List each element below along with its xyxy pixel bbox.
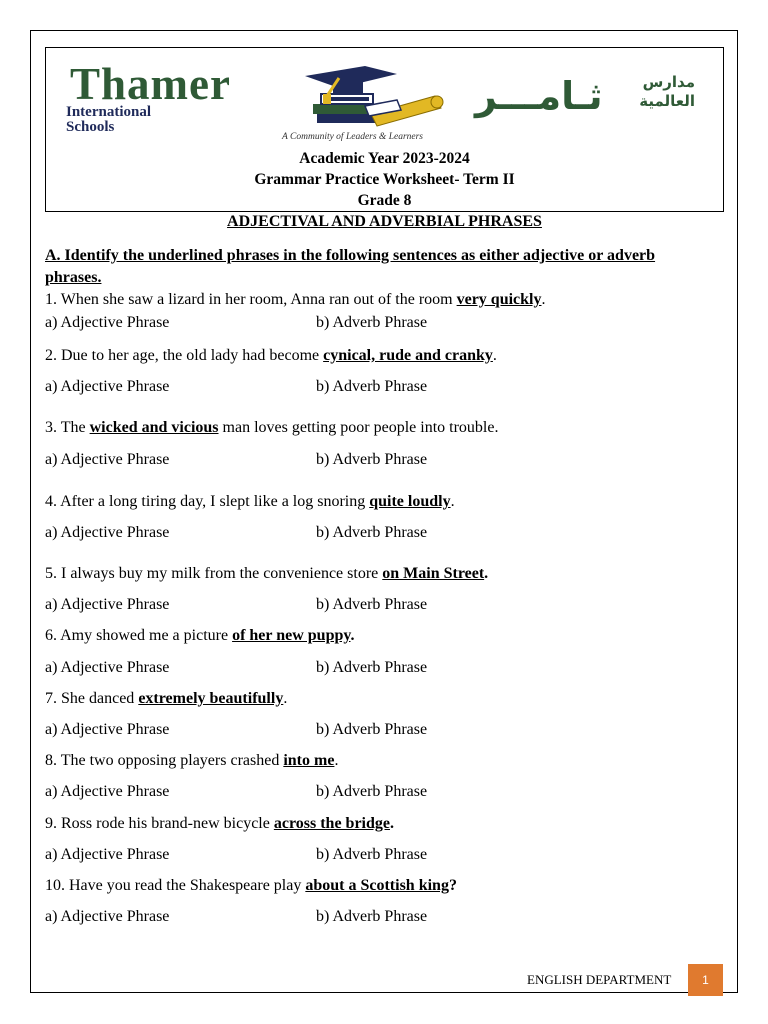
underlined-phrase: extremely beautifully: [138, 690, 284, 707]
option-b-q3[interactable]: b) Adverb Phrase: [316, 451, 428, 468]
option-a-q8[interactable]: a) Adjective Phrase: [45, 783, 170, 800]
option-b-q8[interactable]: b) Adverb Phrase: [316, 783, 428, 800]
graduation-cap-icon: [305, 66, 453, 134]
question-3: [45, 418, 498, 438]
question-text: 8. The two opposing players crashed: [45, 752, 284, 769]
question-text: 9. Ross rode his brand-new bicycle: [45, 815, 274, 832]
logo-arabic-name: ثـامـــر: [475, 74, 603, 118]
question-text: 2. Due to her age, the old lady had become: [45, 347, 324, 364]
question-5: [45, 564, 488, 584]
question-9: [45, 814, 394, 834]
option-b-q2[interactable]: b) Adverb Phrase: [316, 378, 428, 395]
question-7: [45, 689, 287, 709]
question-end: .: [389, 815, 394, 832]
option-a-q6[interactable]: a) Adjective Phrase: [45, 659, 170, 676]
option-b-q1[interactable]: b) Adverb Phrase: [316, 314, 428, 331]
question-2: [45, 346, 497, 366]
question-text: 5. I always buy my milk from the convenience store: [45, 565, 383, 582]
underlined-phrase: wicked and vicious: [89, 419, 219, 436]
question-6: [45, 626, 354, 646]
school-logo-english: [66, 59, 231, 135]
grade-label: Grade 8: [357, 192, 412, 209]
logo-tagline: A Community of Leaders & Learners: [282, 132, 424, 142]
logo-title: Thamer: [70, 59, 231, 109]
option-a-q2[interactable]: a) Adjective Phrase: [45, 378, 170, 395]
underlined-phrase: across the bridge: [273, 815, 390, 832]
logo-arabic-line2: العالمية: [639, 92, 695, 110]
option-b-q10[interactable]: b) Adverb Phrase: [316, 908, 428, 925]
underlined-phrase: of her new puppy: [232, 627, 351, 644]
option-b-q5[interactable]: b) Adverb Phrase: [316, 596, 428, 613]
option-b-q6[interactable]: b) Adverb Phrase: [316, 659, 428, 676]
question-1: [45, 290, 545, 310]
question-text: 10. Have you read the Shakespeare play: [45, 877, 306, 894]
academic-year: Academic Year 2023-2024: [299, 150, 470, 167]
option-a-q1[interactable]: a) Adjective Phrase: [45, 314, 170, 331]
underlined-phrase: into me: [283, 752, 335, 769]
logo-subtitle-international: International: [66, 104, 152, 120]
option-a-q7[interactable]: a) Adjective Phrase: [45, 721, 170, 738]
page-number-badge: 1: [688, 964, 723, 996]
question-text: 1. When she saw a lizard in her room, Anna ran out of the room: [45, 291, 457, 308]
option-a-q3[interactable]: a) Adjective Phrase: [45, 451, 170, 468]
option-b-q7[interactable]: b) Adverb Phrase: [316, 721, 428, 738]
question-4: [45, 492, 455, 512]
worksheet-title: Grammar Practice Worksheet- Term II: [254, 171, 515, 188]
option-a-q10[interactable]: a) Adjective Phrase: [45, 908, 170, 925]
question-10: [45, 876, 457, 896]
underlined-phrase: cynical, rude and cranky: [323, 347, 493, 364]
underlined-phrase: quite loudly: [369, 493, 451, 510]
underlined-phrase: about a Scottish king: [305, 877, 449, 894]
question-end: ?: [448, 877, 457, 894]
question-end: .: [484, 565, 489, 582]
question-text: 4. After a long tiring day, I slept like a log snoring: [45, 493, 370, 510]
logo-subtitle-schools: Schools: [66, 119, 115, 135]
school-logo-arabic: [475, 68, 695, 128]
option-a-q9[interactable]: a) Adjective Phrase: [45, 846, 170, 863]
underlined-phrase: on Main Street: [382, 565, 485, 582]
question-end: .: [350, 627, 355, 644]
question-end: man loves getting poor people into trouble.: [218, 419, 499, 436]
option-b-q4[interactable]: b) Adverb Phrase: [316, 524, 428, 541]
question-8: [45, 751, 338, 771]
underlined-phrase: very quickly: [456, 291, 542, 308]
option-a-q5[interactable]: a) Adjective Phrase: [45, 596, 170, 613]
question-end: .: [450, 493, 455, 510]
logo-arabic-line1: مدارس: [642, 73, 695, 91]
section-a-heading-line1: A. Identify the underlined phrases in the following sentences as either adjective or adverb: [45, 247, 656, 264]
option-a-q4[interactable]: a) Adjective Phrase: [45, 524, 170, 541]
section-a-heading-line2: phrases.: [45, 269, 102, 286]
section-a-heading: [45, 245, 725, 289]
question-end: .: [492, 347, 497, 364]
option-b-q9[interactable]: b) Adverb Phrase: [316, 846, 428, 863]
question-end: .: [541, 291, 546, 308]
footer-department: ENGLISH DEPARTMENT: [527, 972, 672, 987]
question-text: 7. She danced: [45, 690, 139, 707]
question-text: 6. Amy showed me a picture: [45, 627, 233, 644]
question-end: .: [334, 752, 339, 769]
document-title: ADJECTIVAL AND ADVERBIAL PHRASES: [227, 213, 542, 230]
question-text: 3. The: [45, 419, 90, 436]
question-end: .: [283, 690, 288, 707]
